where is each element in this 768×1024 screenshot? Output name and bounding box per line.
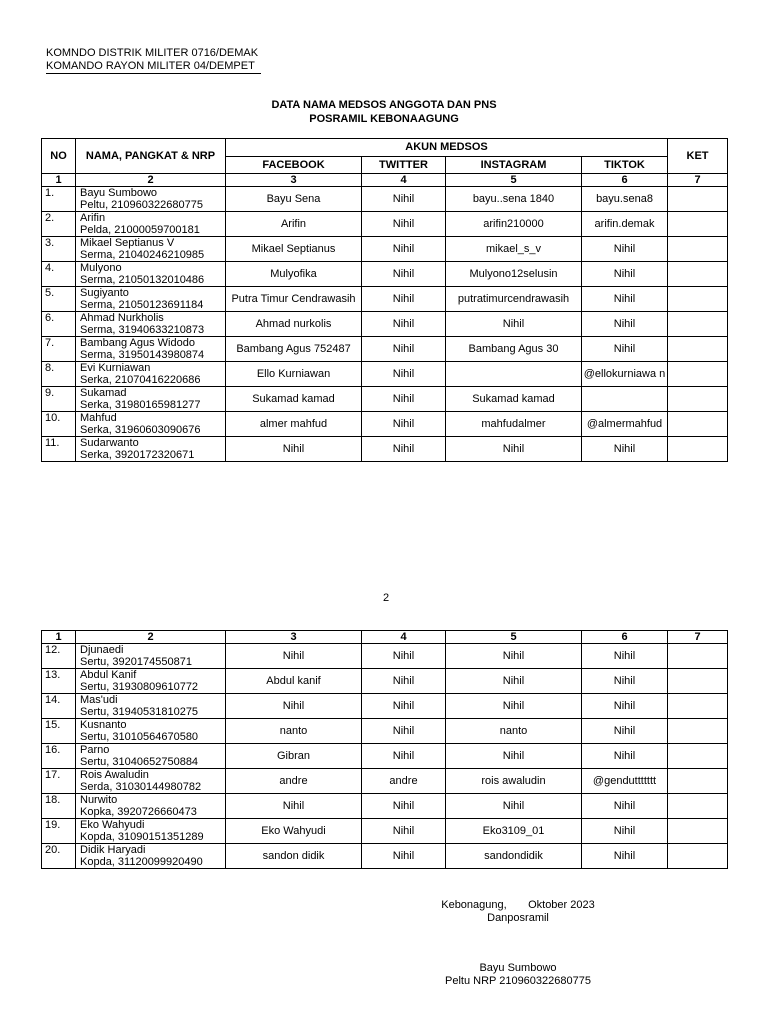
- row-number: 11.: [42, 437, 76, 462]
- ket-cell: [668, 819, 728, 844]
- member-rank-nrp: Serma, 31950143980874: [80, 349, 205, 361]
- member-rank-nrp: Pelda, 21000059700181: [80, 224, 200, 236]
- member-name: Eko Wahyudi: [80, 819, 145, 831]
- row-number: 10.: [42, 412, 76, 437]
- row-number: 7.: [42, 337, 76, 362]
- member-rank-nrp: Serma, 21050132010486: [80, 274, 205, 286]
- table-row: [42, 412, 728, 437]
- facebook-cell: Eko Wahyudi: [226, 819, 362, 844]
- medsos-table-page-1: [41, 138, 728, 462]
- tiktok-cell: Nihil: [582, 694, 668, 719]
- table-row: [42, 337, 728, 362]
- twitter-cell: Nihil: [362, 212, 446, 237]
- facebook-cell: Nihil: [226, 437, 362, 462]
- table-row: [42, 844, 728, 869]
- instagram-cell: Nihil: [446, 669, 582, 694]
- ket-cell: [668, 744, 728, 769]
- facebook-cell: Ahmad nurkolis: [226, 312, 362, 337]
- member-name-rank: [76, 387, 226, 412]
- instagram-cell: Bambang Agus 30: [446, 337, 582, 362]
- twitter-cell: andre: [362, 769, 446, 794]
- instagram-cell: arifin210000: [446, 212, 582, 237]
- tiktok-cell: Nihil: [582, 287, 668, 312]
- table-row: [42, 769, 728, 794]
- twitter-cell: Nihil: [362, 694, 446, 719]
- row-number: 6.: [42, 312, 76, 337]
- tiktok-cell: Nihil: [582, 337, 668, 362]
- page-number: 2: [382, 592, 390, 604]
- ket-cell: [668, 187, 728, 212]
- instagram-cell: Nihil: [446, 744, 582, 769]
- table-row: [42, 212, 728, 237]
- member-name-rank: [76, 769, 226, 794]
- ket-cell: [668, 437, 728, 462]
- member-name: Sukamad: [80, 387, 127, 399]
- member-rank-nrp: Sertu, 31040652750884: [80, 756, 199, 768]
- tiktok-cell: Nihil: [582, 719, 668, 744]
- signature-rank-nrp: Peltu NRP 210960322680775: [445, 975, 591, 987]
- signature-name: Bayu Sumbowo: [479, 962, 557, 974]
- header-row-1: [42, 139, 728, 157]
- ket-cell: [668, 412, 728, 437]
- member-name: Djunaedi: [80, 644, 124, 656]
- twitter-cell: Nihil: [362, 819, 446, 844]
- tiktok-cell: arifin.demak: [582, 212, 668, 237]
- twitter-cell: Nihil: [362, 744, 446, 769]
- instagram-cell: Sukamad kamad: [446, 387, 582, 412]
- twitter-cell: Nihil: [362, 644, 446, 669]
- twitter-cell: Nihil: [362, 312, 446, 337]
- facebook-cell: Bambang Agus 752487: [226, 337, 362, 362]
- index-cell: 7: [668, 174, 728, 187]
- member-name: Mulyono: [80, 262, 122, 274]
- member-name-rank: [76, 437, 226, 462]
- instagram-cell: Eko3109_01: [446, 819, 582, 844]
- member-name: Parno: [80, 744, 110, 756]
- member-name-rank: [76, 794, 226, 819]
- row-number: 17.: [42, 769, 76, 794]
- tiktok-cell: Nihil: [582, 744, 668, 769]
- medsos-table-page-2: [41, 630, 728, 869]
- tiktok-cell: Nihil: [582, 794, 668, 819]
- col-header-no: NO: [42, 139, 76, 174]
- member-name: Nurwito: [80, 794, 118, 806]
- member-rank-nrp: Sertu, 31010564670580: [80, 731, 199, 743]
- index-cell: 6: [582, 174, 668, 187]
- twitter-cell: Nihil: [362, 337, 446, 362]
- table-row: [42, 287, 728, 312]
- table-row: [42, 644, 728, 669]
- tiktok-cell: bayu.sena8: [582, 187, 668, 212]
- instagram-cell: nanto: [446, 719, 582, 744]
- twitter-cell: Nihil: [362, 412, 446, 437]
- member-name-rank: [76, 669, 226, 694]
- ket-cell: [668, 694, 728, 719]
- letterhead-line-1: KOMNDO DISTRIK MILITER 0716/DEMAK: [46, 47, 259, 59]
- index-row: [42, 174, 728, 187]
- instagram-cell: mikael_s_v: [446, 237, 582, 262]
- member-name-rank: [76, 362, 226, 387]
- row-number: 1.: [42, 187, 76, 212]
- col-header-akun-medsos: AKUN MEDSOS: [226, 139, 668, 157]
- facebook-cell: Bayu Sena: [226, 187, 362, 212]
- index-cell: 5: [446, 631, 582, 644]
- row-number: 19.: [42, 819, 76, 844]
- member-name: Sudarwanto: [80, 437, 139, 449]
- ket-cell: [668, 237, 728, 262]
- twitter-cell: Nihil: [362, 287, 446, 312]
- ket-cell: [668, 387, 728, 412]
- ket-cell: [668, 644, 728, 669]
- ket-cell: [668, 844, 728, 869]
- tiktok-cell: Nihil: [582, 644, 668, 669]
- twitter-cell: Nihil: [362, 844, 446, 869]
- ket-cell: [668, 312, 728, 337]
- col-header-ket: KET: [668, 139, 728, 174]
- ket-cell: [668, 287, 728, 312]
- member-name-rank: [76, 187, 226, 212]
- col-header-name: NAMA, PANGKAT & NRP: [76, 139, 226, 174]
- table-row: [42, 794, 728, 819]
- member-rank-nrp: Serma, 21050123691184: [80, 299, 204, 311]
- table-row: [42, 312, 728, 337]
- index-cell: 2: [76, 174, 226, 187]
- facebook-cell: Mulyofika: [226, 262, 362, 287]
- member-name: Mas'udi: [80, 694, 118, 706]
- tiktok-cell: Nihil: [582, 437, 668, 462]
- member-name: Kusnanto: [80, 719, 127, 731]
- index-cell: 2: [76, 631, 226, 644]
- facebook-cell: sandon didik: [226, 844, 362, 869]
- index-cell: 1: [42, 174, 76, 187]
- facebook-cell: Abdul kanif: [226, 669, 362, 694]
- member-name-rank: [76, 212, 226, 237]
- ket-cell: [668, 719, 728, 744]
- ket-cell: [668, 212, 728, 237]
- member-name: Arifin: [80, 212, 106, 224]
- member-name-rank: [76, 337, 226, 362]
- instagram-cell: rois awaludin: [446, 769, 582, 794]
- row-number: 8.: [42, 362, 76, 387]
- facebook-cell: Putra Timur Cendrawasih: [226, 287, 362, 312]
- instagram-cell: Mulyono12selusin: [446, 262, 582, 287]
- ket-cell: [668, 669, 728, 694]
- table-row: [42, 387, 728, 412]
- member-name-rank: [76, 312, 226, 337]
- index-cell: 3: [226, 174, 362, 187]
- document-title: [0, 98, 768, 126]
- instagram-cell: putratimurcendrawasih: [446, 287, 582, 312]
- member-name: Ahmad Nurkholis: [80, 312, 164, 324]
- member-name-rank: [76, 694, 226, 719]
- member-rank-nrp: Serma, 21040246210985: [80, 249, 205, 261]
- instagram-cell: Nihil: [446, 644, 582, 669]
- signature-block-bottom: [420, 962, 616, 988]
- ket-cell: [668, 794, 728, 819]
- row-number: 14.: [42, 694, 76, 719]
- twitter-cell: Nihil: [362, 719, 446, 744]
- instagram-cell: Nihil: [446, 694, 582, 719]
- tiktok-cell: Nihil: [582, 312, 668, 337]
- tiktok-cell: Nihil: [582, 262, 668, 287]
- col-header-facebook: FACEBOOK: [226, 156, 362, 174]
- tiktok-cell: Nihil: [582, 669, 668, 694]
- member-rank-nrp: Kopda, 31120099920490: [80, 856, 203, 868]
- member-name: Rois Awaludin: [80, 769, 149, 781]
- member-name: Bambang Agus Widodo: [80, 337, 195, 349]
- facebook-cell: Gibran: [226, 744, 362, 769]
- facebook-cell: Arifin: [226, 212, 362, 237]
- row-number: 3.: [42, 237, 76, 262]
- member-rank-nrp: Serka, 3920172320671: [80, 449, 195, 461]
- instagram-cell: Nihil: [446, 437, 582, 462]
- facebook-cell: Nihil: [226, 694, 362, 719]
- row-number: 18.: [42, 794, 76, 819]
- row-number: 12.: [42, 644, 76, 669]
- twitter-cell: Nihil: [362, 669, 446, 694]
- row-number: 20.: [42, 844, 76, 869]
- twitter-cell: Nihil: [362, 387, 446, 412]
- index-cell: 4: [362, 631, 446, 644]
- table-row: [42, 262, 728, 287]
- facebook-cell: Nihil: [226, 644, 362, 669]
- letterhead: [46, 47, 261, 74]
- facebook-cell: andre: [226, 769, 362, 794]
- member-name-rank: [76, 644, 226, 669]
- member-rank-nrp: Sertu, 31930809610772: [80, 681, 199, 693]
- table-row: [42, 362, 728, 387]
- twitter-cell: Nihil: [362, 187, 446, 212]
- instagram-cell: Nihil: [446, 312, 582, 337]
- member-name: Mahfud: [80, 412, 117, 424]
- table-row: [42, 669, 728, 694]
- tiktok-cell: @genduttttttt: [582, 769, 668, 794]
- member-name: Sugiyanto: [80, 287, 129, 299]
- facebook-cell: nanto: [226, 719, 362, 744]
- member-rank-nrp: Sertu, 31940531810275: [80, 706, 199, 718]
- instagram-cell: bayu..sena 1840: [446, 187, 582, 212]
- table-row: [42, 719, 728, 744]
- letterhead-line-2: KOMANDO RAYON MILITER 04/DEMPET: [46, 60, 261, 74]
- member-rank-nrp: Serka, 31960603090676: [80, 424, 201, 436]
- title-line-2: POSRAMIL KEBONAAGUNG: [309, 113, 459, 125]
- twitter-cell: Nihil: [362, 237, 446, 262]
- table-row: [42, 437, 728, 462]
- instagram-cell: Nihil: [446, 794, 582, 819]
- member-rank-nrp: Kopda, 31090151351289: [80, 831, 204, 843]
- facebook-cell: Mikael Septianus: [226, 237, 362, 262]
- row-number: 9.: [42, 387, 76, 412]
- index-cell: 4: [362, 174, 446, 187]
- col-header-tiktok: TIKTOK: [582, 156, 668, 174]
- member-name: Mikael Septianus V: [80, 237, 175, 249]
- member-rank-nrp: Peltu, 210960322680775: [80, 199, 203, 211]
- title-line-1: DATA NAMA MEDSOS ANGGOTA DAN PNS: [271, 99, 497, 111]
- row-number: 16.: [42, 744, 76, 769]
- index-cell: 6: [582, 631, 668, 644]
- table-row: [42, 187, 728, 212]
- member-name-rank: [76, 719, 226, 744]
- row-number: 2.: [42, 212, 76, 237]
- member-name: Evi Kurniawan: [80, 362, 151, 374]
- table-row: [42, 819, 728, 844]
- ket-cell: [668, 337, 728, 362]
- member-rank-nrp: Serka, 31980165981277: [80, 399, 201, 411]
- member-rank-nrp: Sertu, 3920174550871: [80, 656, 192, 668]
- twitter-cell: Nihil: [362, 794, 446, 819]
- tiktok-cell: Nihil: [582, 237, 668, 262]
- table-row: [42, 694, 728, 719]
- facebook-cell: Sukamad kamad: [226, 387, 362, 412]
- twitter-cell: Nihil: [362, 362, 446, 387]
- member-name: Didik Haryadi: [80, 844, 146, 856]
- index-cell: 3: [226, 631, 362, 644]
- signature-place-date: Kebonagung, Oktober 2023: [441, 899, 595, 911]
- ket-cell: [668, 769, 728, 794]
- member-rank-nrp: Serka, 21070416220686: [80, 374, 201, 386]
- table-row: [42, 744, 728, 769]
- member-name-rank: [76, 744, 226, 769]
- col-header-twitter: TWITTER: [362, 156, 446, 174]
- member-rank-nrp: Kopka, 3920726660473: [80, 806, 197, 818]
- facebook-cell: Ello Kurniawan: [226, 362, 362, 387]
- col-header-instagram: INSTAGRAM: [446, 156, 582, 174]
- tiktok-cell: Nihil: [582, 844, 668, 869]
- index-cell: 1: [42, 631, 76, 644]
- member-name: Bayu Sumbowo: [80, 187, 158, 199]
- row-number: 4.: [42, 262, 76, 287]
- member-name: Abdul Kanif: [80, 669, 137, 681]
- member-name-rank: [76, 412, 226, 437]
- member-name-rank: [76, 819, 226, 844]
- table-row: [42, 237, 728, 262]
- index-row: [42, 631, 728, 644]
- facebook-cell: almer mahfud: [226, 412, 362, 437]
- member-rank-nrp: Serda, 31030144980782: [80, 781, 202, 793]
- member-name-rank: [76, 844, 226, 869]
- member-name-rank: [76, 237, 226, 262]
- row-number: 5.: [42, 287, 76, 312]
- facebook-cell: Nihil: [226, 794, 362, 819]
- instagram-cell: mahfudalmer: [446, 412, 582, 437]
- member-name-rank: [76, 262, 226, 287]
- signature-position: Danposramil: [487, 912, 549, 924]
- instagram-cell: sandondidik: [446, 844, 582, 869]
- index-cell: 5: [446, 174, 582, 187]
- instagram-cell: [446, 362, 582, 387]
- member-name-rank: [76, 287, 226, 312]
- tiktok-cell: @almermahfud: [582, 412, 668, 437]
- index-cell: 7: [668, 631, 728, 644]
- twitter-cell: Nihil: [362, 262, 446, 287]
- ket-cell: [668, 362, 728, 387]
- ket-cell: [668, 262, 728, 287]
- tiktok-cell: [582, 387, 668, 412]
- row-number: 13.: [42, 669, 76, 694]
- row-number: 15.: [42, 719, 76, 744]
- twitter-cell: Nihil: [362, 437, 446, 462]
- tiktok-cell: @ellokurniawa n: [582, 362, 668, 387]
- member-rank-nrp: Serma, 31940633210873: [80, 324, 205, 336]
- tiktok-cell: Nihil: [582, 819, 668, 844]
- signature-block-top: [420, 899, 616, 925]
